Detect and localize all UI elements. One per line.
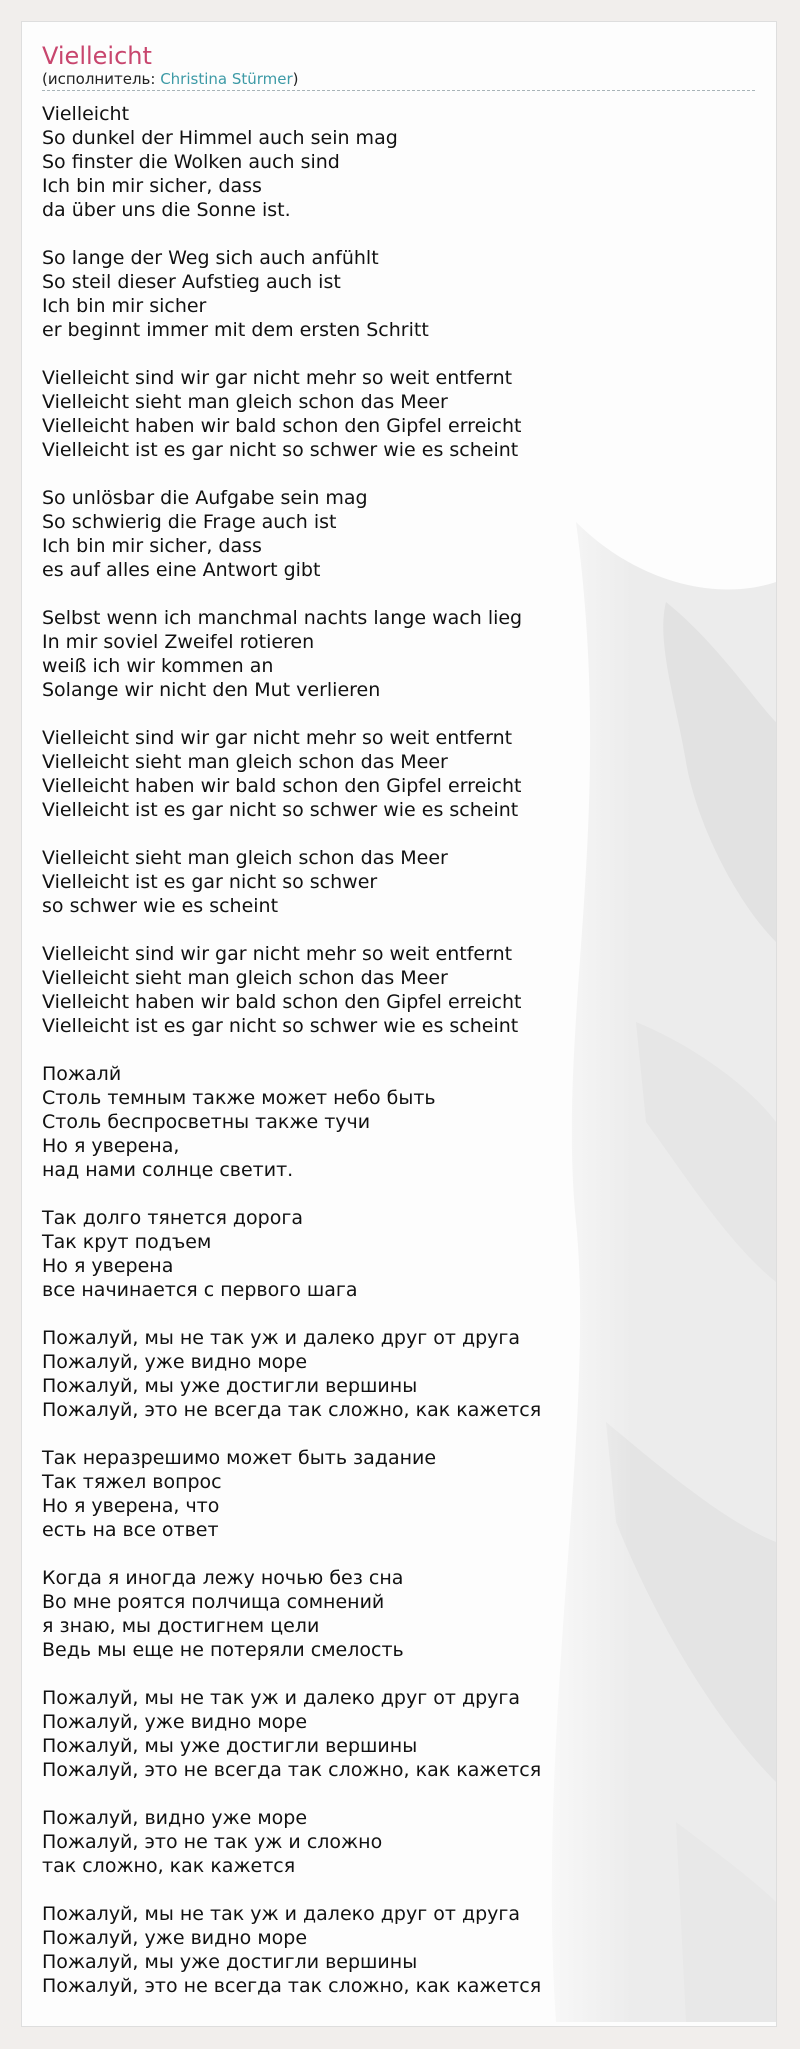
lyrics-line: Пожалуй, мы уже достигли вершины [42, 1735, 418, 1757]
lyrics-card [21, 21, 777, 2027]
lyrics-line: я знаю, мы достигнем цели [42, 1615, 320, 1637]
lyrics-line: Vielleicht sieht man gleich schon das Meer [42, 391, 448, 413]
lyrics-line: Но я уверена, что [42, 1495, 220, 1517]
lyrics-line: Когда я иногда лежу ночью без сна [42, 1567, 404, 1589]
lyrics-line: Vielleicht [42, 103, 130, 125]
lyrics-line: Но я уверена [42, 1255, 174, 1277]
lyrics-line: Во мне роятся полчища сомнений [42, 1591, 385, 1613]
lyrics-stanza [42, 1326, 756, 1422]
lyrics-line: Пожалуй, мы уже достигли вершины [42, 1951, 418, 1973]
lyrics-content [22, 22, 776, 1998]
lyrics-line: Ich bin mir sicher, dass [42, 175, 262, 197]
lyrics-line: Vielleicht ist es gar nicht so schwer wie es scheint [42, 439, 519, 461]
lyrics-line: Столь темным также может небо быть [42, 1087, 436, 1109]
lyrics-line: Так тяжел вопрос [42, 1471, 222, 1493]
lyrics-line: Но я уверена, [42, 1135, 180, 1157]
lyrics-line: Пожалуй, это не всегда так сложно, как кажется [42, 1975, 542, 1997]
lyrics-line: Пожалуй, видно уже море [42, 1807, 308, 1829]
lyrics-line: Vielleicht ist es gar nicht so schwer wie es scheint [42, 1015, 519, 1037]
lyrics-line: так сложно, как кажется [42, 1855, 296, 1877]
lyrics-stanza [42, 1206, 756, 1302]
lyrics-line: Vielleicht sieht man gleich schon das Meer [42, 751, 448, 773]
lyrics-stanza [42, 1902, 756, 1998]
lyrics-line: Так долго тянется дорога [42, 1207, 303, 1229]
performer-line [42, 70, 755, 91]
lyrics-line: er beginnt immer mit dem ersten Schritt [42, 319, 429, 341]
lyrics-stanza [42, 1062, 756, 1182]
lyrics-stanza [42, 846, 756, 918]
lyrics-line: So unlösbar die Aufgabe sein mag [42, 487, 368, 509]
lyrics-line: Так крут подъем [42, 1231, 212, 1253]
lyrics-stanza [42, 1806, 756, 1878]
lyrics-stanza [42, 1686, 756, 1782]
lyrics-line: es auf alles eine Antwort gibt [42, 559, 321, 581]
lyrics-line: Пожалуй, уже видно море [42, 1927, 308, 1949]
song-title: Vielleicht [42, 42, 152, 70]
lyrics-line: Vielleicht sind wir gar nicht mehr so weit entfernt [42, 727, 513, 749]
lyrics-line: есть на все ответ [42, 1519, 219, 1541]
lyrics-stanza [42, 486, 756, 582]
performer-link[interactable]: Christina Stürmer [160, 70, 293, 88]
lyrics-line: Ich bin mir sicher [42, 295, 207, 317]
lyrics-line: Пожалуй, мы уже достигли вершины [42, 1375, 418, 1397]
lyrics-line: Vielleicht ist es gar nicht so schwer [42, 871, 378, 893]
lyrics-line: So lange der Weg sich auch anfühlt [42, 247, 379, 269]
lyrics-text [42, 102, 756, 1998]
performer-prefix: (исполнитель: [42, 70, 161, 88]
lyrics-line: Пожалуй, это не всегда так сложно, как кажется [42, 1399, 542, 1421]
lyrics-stanza [42, 606, 756, 702]
lyrics-line: so schwer wie es scheint [42, 895, 279, 917]
lyrics-line: So dunkel der Himmel auch sein mag [42, 127, 398, 149]
lyrics-stanza [42, 942, 756, 1038]
lyrics-line: Столь беспросветны также тучи [42, 1111, 371, 1133]
lyrics-line: Пожалуй, это не так уж и сложно [42, 1831, 383, 1853]
lyrics-stanza [42, 1446, 756, 1542]
lyrics-line: над нами солнце светит. [42, 1159, 294, 1181]
lyrics-line: Vielleicht haben wir bald schon den Gipfel erreicht [42, 775, 522, 797]
lyrics-line: weiß ich wir kommen an [42, 655, 274, 677]
lyrics-line: Так неразрешимо может быть задание [42, 1447, 437, 1469]
lyrics-line: Пожалуй, мы не так уж и далеко друг от друга [42, 1687, 521, 1709]
lyrics-line: Пожалуй, уже видно море [42, 1711, 308, 1733]
lyrics-line: Vielleicht sind wir gar nicht mehr so weit entfernt [42, 943, 513, 965]
lyrics-line: все начинается с первого шага [42, 1279, 358, 1301]
lyrics-stanza [42, 246, 756, 342]
lyrics-line: Ich bin mir sicher, dass [42, 535, 262, 557]
lyrics-line: So steil dieser Aufstieg auch ist [42, 271, 341, 293]
lyrics-line: So schwierig die Frage auch ist [42, 511, 337, 533]
lyrics-line: Пожалуй, уже видно море [42, 1351, 308, 1373]
lyrics-line: Solange wir nicht den Mut verlieren [42, 679, 381, 701]
lyrics-line: Vielleicht sieht man gleich schon das Meer [42, 847, 448, 869]
lyrics-stanza [42, 1566, 756, 1662]
lyrics-line: Vielleicht haben wir bald schon den Gipfel erreicht [42, 415, 522, 437]
lyrics-line: Пожалуй, мы не так уж и далеко друг от друга [42, 1327, 521, 1349]
lyrics-stanza [42, 726, 756, 822]
lyrics-stanza [42, 102, 756, 222]
lyrics-line: Selbst wenn ich manchmal nachts lange wach lieg [42, 607, 523, 629]
performer-suffix: ) [292, 70, 299, 88]
lyrics-line: Пожалуй, это не всегда так сложно, как кажется [42, 1759, 542, 1781]
lyrics-line: In mir soviel Zweifel rotieren [42, 631, 315, 653]
lyrics-line: Пожалй [42, 1063, 122, 1085]
lyrics-line: da über uns die Sonne ist. [42, 199, 291, 221]
lyrics-line: Пожалуй, мы не так уж и далеко друг от друга [42, 1903, 521, 1925]
lyrics-line: Vielleicht haben wir bald schon den Gipfel erreicht [42, 991, 522, 1013]
lyrics-line: So finster die Wolken auch sind [42, 151, 340, 173]
lyrics-stanza [42, 366, 756, 462]
lyrics-line: Vielleicht sieht man gleich schon das Meer [42, 967, 448, 989]
lyrics-line: Vielleicht sind wir gar nicht mehr so weit entfernt [42, 367, 513, 389]
lyrics-line: Ведь мы еще не потеряли смелость [42, 1639, 404, 1661]
lyrics-line: Vielleicht ist es gar nicht so schwer wie es scheint [42, 799, 519, 821]
